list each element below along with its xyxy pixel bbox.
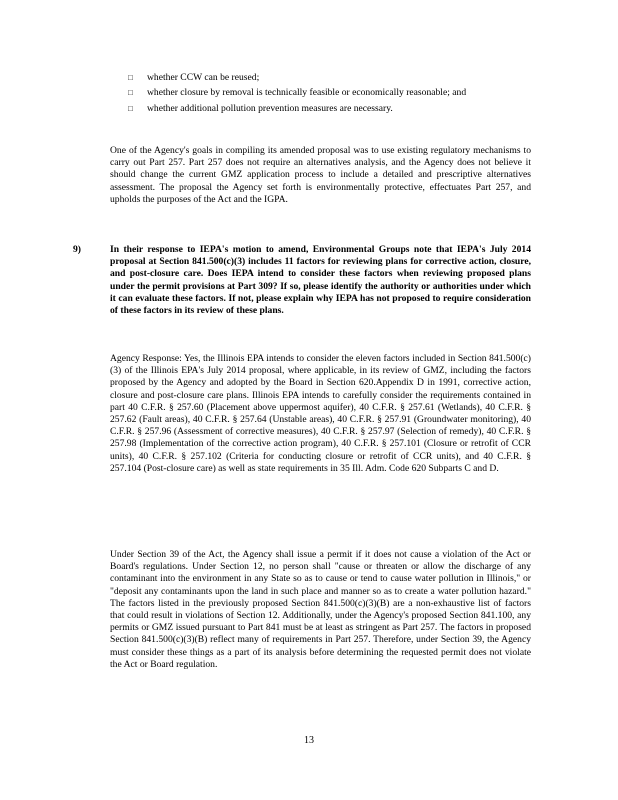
bullet-text: whether closure by removal is technically feasible or economically reasonable; and bbox=[147, 87, 467, 99]
bullet-icon: □ bbox=[128, 73, 133, 82]
bullet-icon: □ bbox=[128, 88, 133, 98]
list-item bbox=[128, 103, 533, 115]
body-paragraph: Under Section 39 of the Act, the Agency shall issue a permit if it does not cause a violation of the Act or Board's regulations. Under Section 12, no person shall "cause or threaten or allow the discharge of any contaminant into the environment in any State so as to cause or tend to cause water pollution in Illinois," or "deposit any contaminants upon the land in such place and manner so as to create a water pollution hazard." The factors listed in the previously proposed Section 841.500(c)(3)(B) are a non-exhaustive list of factors that could result in violations of Section 12. Additionally, under the Agency's proposed Section 841.100, any permits or GMZ issued pursuant to Part 841 must be at least as stringent as Part 257. The factors in proposed Section 841.500(c)(3)(B) reflect many of requirements in Part 257. Therefore, under Section 39, the Agency must consider these things as a part of its analysis before determining the requested permit does not violate the Act or Board regulation. bbox=[110, 549, 531, 670]
body-paragraph: One of the Agency's goals in compiling its amended proposal was to use existing regulatory mechanisms to carry out Part 257. Part 257 does not require an alternatives analysis, and the Agency does not believe it should change the current GMZ application process to include a detailed and prescriptive alternatives assessment. The proposal the Agency set forth is environmentally protective, effectuates Part 257, and upholds the purposes of the Act and the IGPA. bbox=[110, 145, 531, 205]
bullet-text: whether additional pollution prevention measures are necessary. bbox=[147, 102, 393, 114]
list-item bbox=[128, 87, 533, 99]
page-number: 13 bbox=[304, 735, 314, 746]
bullet-icon: □ bbox=[128, 103, 133, 113]
question-number: 9) bbox=[73, 244, 81, 255]
bullet-text: whether CCW can be reused; bbox=[147, 72, 260, 83]
list-item bbox=[128, 72, 533, 84]
question-text: In their response to IEPA's motion to amend, Environmental Groups note that IEPA's July 2014 proposal at Section 841.500(c)(3) includes 11 factors for reviewing plans for corrective action, closure, and post-closure care. Does IEPA intend to consider these factors when reviewing proposed plans under the permit provisions at Part 309? If so, please identify the authority or authorities under which it can evaluate these factors. If not, please explain why IEPA has not proposed to require consideration of these factors in its review of these plans. bbox=[110, 244, 531, 317]
bullet-list bbox=[128, 72, 533, 118]
agency-response-paragraph: Agency Response: Yes, the Illinois EPA intends to consider the eleven factors included in Section 841.500(c)(3) of the Illinois EPA's July 2014 proposal, where applicable, in its review of GMZ, including the factors proposed by the Agency and adopted by the Board in Section 620.Appendix D in 1991, corrective action, closure and post-closure care plans. Illinois EPA intends to carefully consider the requirements contained in part 40 C.F.R. § 257.60 (Placement above uppermost aquifer), 40 C.F.R. § 257.61 (Wetlands), 40 C.F.R. § 257.62 (Fault areas), 40 C.F.R. § 257.64 (Unstable areas), 40 C.F.R. § 257.91 (Groundwater monitoring), 40 C.F.R. § 257.96 (Assessment of corrective measures), 40 C.F.R. § 257.97 (Selection of remedy), 40 C.F.R. § 257.98 (Implementation of the corrective action program), 40 C.F.R. § 257.101 (Closure or retrofit of CCR units), 40 C.F.R. § 257.102 (Criteria for conducting closure or retrofit of CCR units), and 40 C.F.R. § 257.104 (Post-closure care) as well as state requirements in 35 Ill. Adm. Code 620 Subparts C and D. bbox=[110, 353, 531, 474]
